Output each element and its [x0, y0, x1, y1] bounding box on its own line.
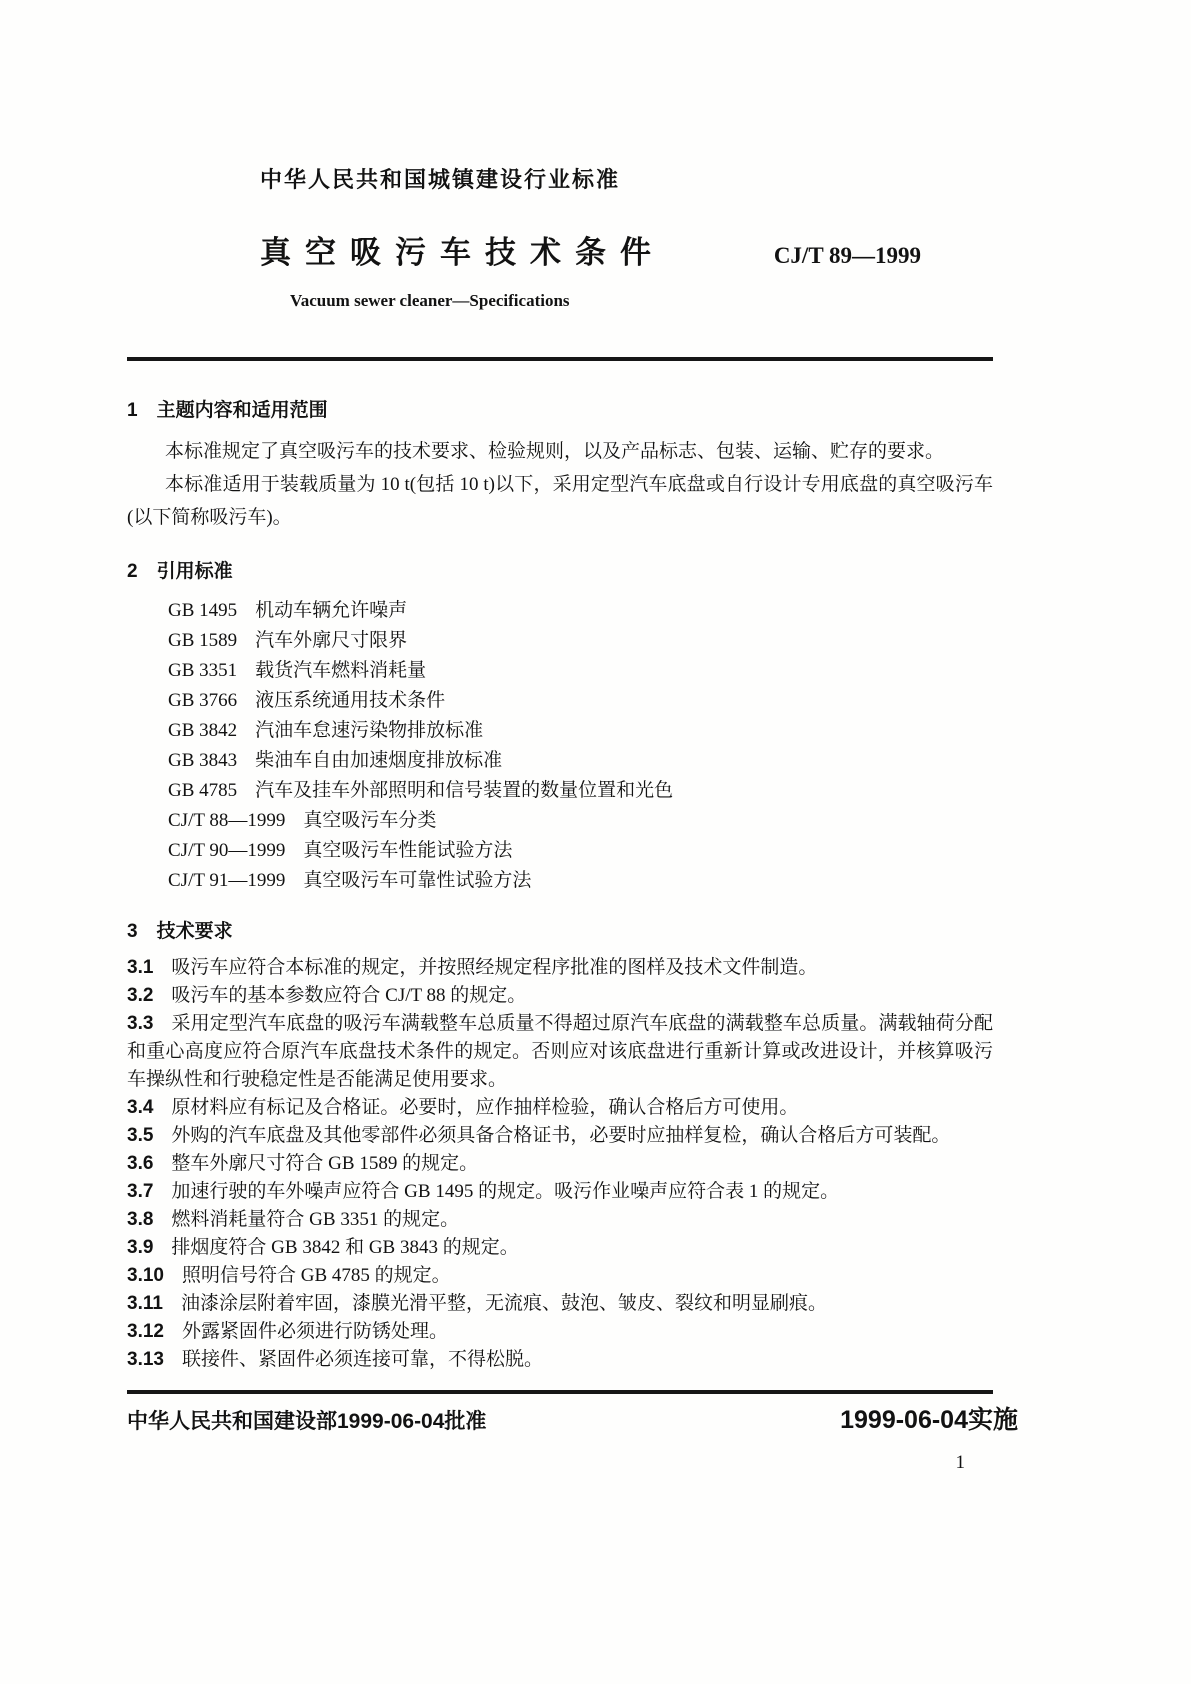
clause — [127, 1234, 993, 1262]
clause-text: 整车外廓尺寸符合 GB 1589 的规定。 — [171, 1153, 479, 1174]
clause — [127, 1318, 993, 1346]
clause — [127, 982, 993, 1010]
clause-number: 3.7 — [127, 1181, 154, 1202]
clause-number: 3.2 — [127, 985, 154, 1006]
clause-text: 联接件、紧固件必须连接可靠，不得松脱。 — [181, 1349, 543, 1370]
clause-text: 燃料消耗量符合 GB 3351 的规定。 — [171, 1209, 460, 1230]
reference-title: 汽车及挂车外部照明和信号装置的数量位置和光色 — [255, 780, 674, 801]
reference-code: GB 4785 — [168, 780, 238, 801]
reference-title: 机动车辆允许噪声 — [255, 600, 408, 621]
clause-text: 油漆涂层附着牢固，漆膜光滑平整，无流痕、鼓泡、皱皮、裂纹和明显刷痕。 — [180, 1293, 827, 1314]
standard-class-header: 中华人民共和国城镇建设行业标准 — [260, 167, 621, 192]
reference-item — [168, 776, 993, 806]
clause-number: 3.8 — [127, 1209, 154, 1230]
reference-code: GB 3843 — [168, 750, 238, 771]
scope-paragraph: 本标准规定了真空吸污车的技术要求、检验规则，以及产品标志、包装、运输、贮存的要求。 — [165, 441, 945, 462]
clause — [127, 1094, 993, 1122]
reference-title: 液压系统通用技术条件 — [255, 690, 446, 711]
clause-number: 3.9 — [127, 1237, 154, 1258]
clause-text: 外购的汽车底盘及其他零部件必须具备合格证书，必要时应抽样复检，确认合格后方可装配。 — [171, 1125, 951, 1146]
reference-code: GB 3842 — [168, 720, 238, 741]
english-subtitle: Vacuum sewer cleaner—Specifications — [290, 291, 570, 310]
clause-text: 原材料应有标记及合格证。必要时，应作抽样检验，确认合格后方可使用。 — [171, 1097, 799, 1118]
reference-item — [168, 836, 993, 866]
scope-paragraph: 本标准适用于装载质量为 10 t(包括 10 t)以下，采用定型汽车底盘或自行设计专用底盘的真空吸污车(以下简称吸污车)。 — [127, 474, 993, 528]
reference-title: 载货汽车燃料消耗量 — [255, 660, 427, 681]
section-references — [127, 558, 993, 896]
footer-divider — [127, 1390, 993, 1394]
clause-list — [127, 954, 993, 1374]
reference-item — [168, 866, 993, 896]
document-content — [127, 0, 993, 1374]
title-divider — [127, 357, 993, 361]
clause-text: 加速行驶的车外噪声应符合 GB 1495 的规定。吸污作业噪声应符合表 1 的规定。 — [171, 1181, 840, 1202]
clause — [127, 1122, 993, 1150]
page-number: 1 — [955, 1452, 965, 1473]
clause — [127, 1290, 993, 1318]
reference-list — [168, 596, 993, 896]
reference-title: 汽油车怠速污染物排放标准 — [255, 720, 484, 741]
implementation-date: 1999-06-04实施 — [840, 1406, 1018, 1434]
clause-text: 吸污车应符合本标准的规定，并按照经规定程序批准的图样及技术文件制造。 — [171, 957, 818, 978]
reference-item — [168, 806, 993, 836]
clause — [127, 1262, 993, 1290]
clause — [127, 1206, 993, 1234]
section-technical-requirements — [127, 918, 993, 1374]
reference-code: GB 3766 — [168, 690, 238, 711]
reference-title: 汽车外廓尺寸限界 — [255, 630, 408, 651]
clause-number: 3.11 — [127, 1293, 163, 1314]
reference-title: 真空吸污车性能试验方法 — [303, 840, 513, 861]
reference-title: 真空吸污车分类 — [303, 810, 437, 831]
reference-code: GB 1495 — [168, 600, 238, 621]
reference-item — [168, 746, 993, 776]
document-title: 真空吸污车技术条件 — [260, 235, 665, 270]
clause-number: 3.13 — [127, 1349, 164, 1370]
reference-code: CJ/T 90—1999 — [168, 840, 286, 861]
clause-text: 排烟度符合 GB 3842 和 GB 3843 的规定。 — [171, 1237, 519, 1258]
clause — [127, 1150, 993, 1178]
clause-number: 3.4 — [127, 1097, 154, 1118]
title-row — [127, 229, 993, 277]
clause — [127, 1010, 993, 1094]
clause-text: 采用定型汽车底盘的吸污车满载整车总质量不得超过原汽车底盘的满载整车总质量。满载轴荷分配和重心高度应符合原汽车底盘技术条件的规定。否则应对该底盘进行重新计算或改进设计，并核算吸污车操纵性和行驶稳定性是否能满足使用要求。 — [127, 1013, 993, 1090]
clause — [127, 954, 993, 982]
reference-item — [168, 716, 993, 746]
reference-title: 真空吸污车可靠性试验方法 — [303, 870, 532, 891]
clause-number: 3.6 — [127, 1153, 154, 1174]
clause — [127, 1346, 993, 1374]
clause-text: 外露紧固件必须进行防锈处理。 — [181, 1321, 448, 1342]
clause — [127, 1178, 993, 1206]
section-scope — [127, 397, 993, 534]
clause-text: 照明信号符合 GB 4785 的规定。 — [181, 1265, 451, 1286]
reference-item — [168, 626, 993, 656]
reference-item — [168, 656, 993, 686]
reference-item — [168, 596, 993, 626]
approval-statement: 中华人民共和国建设部1999-06-04批准 — [127, 1410, 487, 1433]
clause-number: 3.1 — [127, 957, 154, 978]
clause-number: 3.10 — [127, 1265, 164, 1286]
section-1-heading: 1 主题内容和适用范围 — [127, 400, 328, 421]
reference-code: CJ/T 88—1999 — [168, 810, 286, 831]
clause-text: 吸污车的基本参数应符合 CJ/T 88 的规定。 — [171, 985, 527, 1006]
reference-code: GB 3351 — [168, 660, 238, 681]
reference-title: 柴油车自由加速烟度排放标准 — [255, 750, 503, 771]
clause-number: 3.3 — [127, 1013, 154, 1034]
section-3-heading: 3 技术要求 — [127, 921, 233, 942]
clause-number: 3.5 — [127, 1125, 154, 1146]
reference-code: GB 1589 — [168, 630, 238, 651]
standard-number: CJ/T 89—1999 — [773, 243, 921, 268]
section-2-heading: 2 引用标准 — [127, 561, 233, 582]
footer — [127, 1400, 1018, 1436]
clause-number: 3.12 — [127, 1321, 164, 1342]
reference-code: CJ/T 91—1999 — [168, 870, 286, 891]
reference-item — [168, 686, 993, 716]
